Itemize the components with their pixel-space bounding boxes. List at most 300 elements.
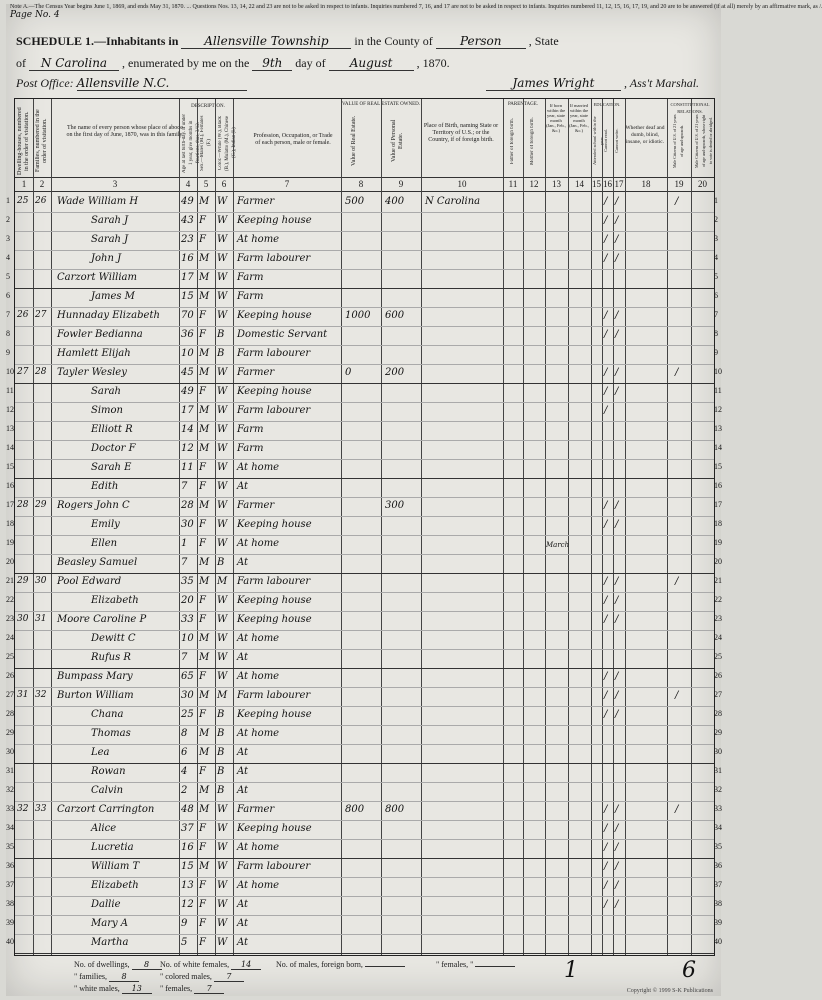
cannot-write-mark: /: [615, 386, 619, 397]
sex: M: [199, 861, 210, 872]
dwelling-number: 27: [17, 367, 29, 377]
personal-estate-value: 600: [385, 310, 405, 321]
line-number: 35: [714, 842, 722, 851]
column-number: 8: [358, 179, 364, 189]
person-name: Simon: [91, 405, 123, 416]
line-number: 1: [6, 196, 10, 205]
line-number: 32: [6, 785, 14, 794]
cannot-read-mark: /: [604, 329, 608, 340]
township-value: Allensville Township: [181, 34, 351, 49]
line-number: 3: [6, 234, 10, 243]
age: 49: [181, 386, 194, 397]
line-number: 33: [714, 804, 722, 813]
column-number: 6: [221, 179, 227, 189]
sex: M: [199, 785, 210, 796]
sex: F: [199, 215, 206, 226]
person-name: Edith: [91, 481, 119, 492]
cannot-write-mark: /: [615, 234, 619, 245]
column-number: 15: [592, 179, 601, 189]
no-of-females: " females, ": [436, 960, 515, 969]
occupation: Farm labourer: [237, 348, 311, 359]
line-number: 9: [714, 348, 718, 357]
line-number: 28: [6, 709, 14, 718]
dwelling-number: 31: [17, 690, 29, 700]
person-name: Bumpass Mary: [57, 671, 133, 682]
line-number: 34: [6, 823, 14, 832]
line-number: 26: [714, 671, 722, 680]
sex: F: [199, 709, 206, 720]
person-name: Mary A: [91, 918, 129, 929]
person-name: Sarah J: [91, 234, 129, 245]
occupation: At home: [237, 671, 280, 682]
line-number: 16: [714, 481, 722, 490]
year-label: , 1870.: [416, 56, 450, 70]
sex: F: [199, 462, 206, 473]
color: W: [217, 500, 228, 511]
hdr-c13: If born within the year, state month (Jan., Feb., &c.): [546, 103, 566, 133]
sex: F: [199, 386, 206, 397]
line-number: 30: [714, 747, 722, 756]
line-number: 6: [714, 291, 718, 300]
table-row: [15, 687, 714, 706]
hdr-c19: Male Citizens of U.S. of 21 years of age and upwards.: [672, 114, 684, 168]
person-name: John J: [91, 253, 122, 264]
occupation: Farm labourer: [237, 690, 311, 701]
tally-col20: 6: [682, 958, 696, 983]
sex: F: [199, 329, 206, 340]
line-number: 20: [6, 557, 14, 566]
cannot-read-mark: /: [604, 500, 608, 511]
sex: M: [199, 367, 210, 378]
age: 20: [181, 595, 194, 606]
line-number: 8: [6, 329, 10, 338]
color: W: [217, 671, 228, 682]
age: 33: [181, 614, 194, 625]
cannot-read-mark: /: [604, 576, 608, 587]
person-name: Moore Caroline P: [57, 614, 147, 625]
color: W: [217, 595, 228, 606]
sex: M: [199, 253, 210, 264]
line-number: 18: [714, 519, 722, 528]
column-number: 2: [39, 179, 45, 189]
occupation: At: [237, 785, 249, 796]
line-number: 30: [6, 747, 14, 756]
table-row: [15, 307, 714, 326]
sex: F: [199, 481, 206, 492]
hdr-c4: Age at last birth-day. If under 1 year, give months in fractions, thus, 3/12.: [182, 113, 201, 173]
person-name: Fowler Bedianna: [57, 329, 143, 340]
family-number: 31: [35, 614, 47, 624]
hdr-c2: Families, numbered in the order of visitation.: [35, 109, 48, 173]
colored-males-label: " colored males,: [160, 972, 212, 981]
person-name: Rowan: [91, 766, 126, 777]
age: 2: [181, 785, 188, 796]
hdr-constitutional: CONSTITUTIONAL RELATIONS.: [670, 102, 710, 114]
day-value: 9th: [252, 56, 292, 71]
occupation: Farm labourer: [237, 405, 311, 416]
cannot-write-mark: /: [615, 215, 619, 226]
table-row: [15, 725, 714, 744]
line-number: 38: [714, 899, 722, 908]
age: 12: [181, 899, 194, 910]
personal-estate-value: 400: [385, 196, 405, 207]
sex: M: [199, 272, 210, 283]
column-number: 19: [674, 179, 684, 189]
occupation: Farm: [237, 424, 264, 435]
real-estate-value: 500: [345, 196, 365, 207]
age: 30: [181, 690, 194, 701]
line-number: 14: [714, 443, 722, 452]
line-number: 23: [714, 614, 722, 623]
sex: M: [199, 291, 210, 302]
line-number: 5: [6, 272, 10, 281]
table-row: [15, 896, 714, 915]
table-row: [15, 288, 714, 307]
citizen-mark: /: [675, 196, 679, 207]
line-number: 25: [6, 652, 14, 661]
person-name: Wade William H: [57, 196, 139, 207]
table-row: [15, 383, 714, 402]
occupation: Farmer: [237, 196, 275, 207]
cannot-read-mark: /: [604, 671, 608, 682]
hdr-c11: Father of foreign birth.: [510, 118, 515, 164]
cannot-read-mark: /: [604, 196, 608, 207]
color: B: [217, 747, 225, 758]
real-estate-value: 800: [345, 804, 365, 815]
cannot-read-mark: /: [604, 709, 608, 720]
table-row: [15, 364, 714, 383]
month-value: August: [329, 56, 414, 71]
color: W: [217, 918, 228, 929]
occupation: Keeping house: [237, 709, 312, 720]
column-number: 18: [641, 179, 651, 189]
state-value: N Carolina: [29, 56, 119, 71]
occupation: Farm labourer: [237, 253, 311, 264]
sex: F: [199, 823, 206, 834]
marshal-line: [486, 76, 699, 91]
personal-estate-value: 800: [385, 804, 405, 815]
sex: F: [199, 595, 206, 606]
color: M: [217, 690, 228, 701]
color: W: [217, 234, 228, 245]
enumeration-line: [16, 56, 450, 71]
table-row: [15, 877, 714, 896]
color: B: [217, 728, 225, 739]
row-rule: [15, 953, 714, 954]
color: W: [217, 367, 228, 378]
occupation: Keeping house: [237, 595, 312, 606]
dwelling-number: 28: [17, 500, 29, 510]
table-row: [15, 934, 714, 953]
occupation: At home: [237, 633, 280, 644]
table-row: [15, 801, 714, 820]
person-name: Doctor F: [91, 443, 136, 454]
age: 25: [181, 709, 194, 720]
marshal-name: James Wright: [486, 76, 621, 91]
column-number: 14: [575, 179, 584, 189]
line-number: 29: [6, 728, 14, 737]
sex: F: [199, 918, 206, 929]
column-number: 11: [508, 179, 518, 189]
dwellings-value: 8: [132, 960, 162, 970]
occupation: At home: [237, 462, 280, 473]
occupation: At home: [237, 538, 280, 549]
person-name: Thomas: [91, 728, 131, 739]
age: 70: [181, 310, 194, 321]
line-number: 2: [714, 215, 718, 224]
family-number: 30: [35, 576, 47, 586]
line-number: 14: [6, 443, 14, 452]
age: 12: [181, 443, 194, 454]
column-number: 9: [398, 179, 404, 189]
line-number: 8: [714, 329, 718, 338]
age: 15: [181, 291, 194, 302]
line-number: 39: [6, 918, 14, 927]
cannot-read-mark: /: [604, 595, 608, 606]
post-office-line: [16, 76, 247, 91]
hdr-c15: Attended school within the year.: [592, 116, 604, 166]
line-number: 39: [714, 918, 722, 927]
sex: M: [199, 557, 210, 568]
cannot-write-mark: /: [615, 196, 619, 207]
person-name: Elizabeth: [91, 880, 139, 891]
personal-estate-value: 300: [385, 500, 405, 511]
citizen-mark: /: [675, 690, 679, 701]
white-females-label: No. of white females,: [160, 960, 230, 969]
line-number: 34: [714, 823, 722, 832]
sex: F: [199, 538, 206, 549]
line-number: 35: [6, 842, 14, 851]
age: 5: [181, 937, 188, 948]
schedule-label: SCHEDULE 1.—Inhabitants in: [16, 34, 179, 48]
hdr-c5: Sex.—Males (M.), Females (F.): [200, 115, 212, 171]
table-row: [15, 839, 714, 858]
cannot-write-mark: /: [615, 690, 619, 701]
age: 8: [181, 728, 188, 739]
cannot-write-mark: /: [615, 329, 619, 340]
color: W: [217, 215, 228, 226]
family-number: 33: [35, 804, 47, 814]
occupation: At home: [237, 728, 280, 739]
colored-males-value: 7: [214, 972, 244, 982]
line-number: 6: [6, 291, 10, 300]
post-office-label: Post Office:: [16, 76, 74, 90]
citizen-mark: /: [675, 804, 679, 815]
person-name: Burton William: [57, 690, 134, 701]
sex: M: [199, 196, 210, 207]
line-number: 24: [714, 633, 722, 642]
occupation: Farmer: [237, 500, 275, 511]
occupation: Keeping house: [237, 310, 312, 321]
line-number: 31: [714, 766, 722, 775]
line-number: 24: [6, 633, 14, 642]
person-name: Rufus R: [91, 652, 131, 663]
table-row: [15, 345, 714, 364]
age: 48: [181, 804, 194, 815]
hdr-c16: Cannot read.: [603, 129, 608, 153]
sex: M: [199, 443, 210, 454]
sex: M: [199, 690, 210, 701]
family-number: 26: [35, 196, 47, 206]
hdr-c3: The name of every person whose place of abode on the first day of June, 1870, was in this family.: [66, 125, 184, 138]
white-males-label: " white males,: [74, 984, 120, 993]
age: 28: [181, 500, 194, 511]
sex: M: [199, 728, 210, 739]
line-number: 19: [6, 538, 14, 547]
person-name: James M: [91, 291, 135, 302]
color: W: [217, 899, 228, 910]
line-number: 13: [714, 424, 722, 433]
line-number: 22: [714, 595, 722, 604]
enumerated-label: , enumerated by me on the: [122, 56, 250, 70]
cannot-write-mark: /: [615, 861, 619, 872]
table-row: [15, 858, 714, 877]
table-row: [15, 250, 714, 269]
occupation: At: [237, 481, 249, 492]
age: 7: [181, 481, 188, 492]
hdr-estate: VALUE OF REAL ESTATE OWNED.: [341, 102, 421, 107]
of-label: of: [16, 56, 26, 70]
white-males-value: 13: [122, 984, 152, 994]
line-number: 26: [6, 671, 14, 680]
person-name: Hunnaday Elizabeth: [57, 310, 160, 321]
age: 49: [181, 196, 194, 207]
line-number: 9: [6, 348, 10, 357]
occupation: At: [237, 747, 249, 758]
color: B: [217, 766, 225, 777]
color: W: [217, 253, 228, 264]
color: W: [217, 291, 228, 302]
age: 37: [181, 823, 194, 834]
column-number: 13: [552, 179, 561, 189]
cannot-read-mark: /: [604, 614, 608, 625]
line-number: 22: [6, 595, 14, 604]
line-number: 21: [6, 576, 14, 585]
line-number: 15: [6, 462, 14, 471]
line-number: 21: [714, 576, 722, 585]
age: 17: [181, 405, 194, 416]
footer-totals: [14, 956, 713, 996]
column-number: 16: [603, 179, 612, 189]
marshal-label: , Ass't Marshal.: [624, 76, 700, 90]
occupation: Keeping house: [237, 215, 312, 226]
dwelling-number: 32: [17, 804, 29, 814]
sex: F: [199, 234, 206, 245]
cannot-read-mark: /: [604, 253, 608, 264]
line-number: 12: [714, 405, 722, 414]
column-number: 7: [284, 179, 290, 189]
line-number: 36: [714, 861, 722, 870]
line-number: 25: [714, 652, 722, 661]
color: W: [217, 424, 228, 435]
header-bottom-rule: [15, 191, 714, 192]
hdr-c17: Cannot write.: [614, 128, 619, 154]
cannot-read-mark: /: [604, 367, 608, 378]
color: W: [217, 386, 228, 397]
occupation: At: [237, 918, 249, 929]
cannot-write-mark: /: [615, 500, 619, 511]
dwelling-number: 30: [17, 614, 29, 624]
occupation: Farm: [237, 443, 264, 454]
line-number: 27: [6, 690, 14, 699]
occupation: Farm: [237, 291, 264, 302]
color: W: [217, 633, 228, 644]
day-of-label: day of: [295, 56, 326, 70]
color: B: [217, 785, 225, 796]
table-row: [15, 820, 714, 839]
cannot-write-mark: /: [615, 367, 619, 378]
hdr-education: EDUCATION.: [593, 102, 621, 107]
occupation: Farm labourer: [237, 576, 311, 587]
line-number: 12: [6, 405, 14, 414]
sex: F: [199, 937, 206, 948]
age: 6: [181, 747, 188, 758]
color: W: [217, 614, 228, 625]
real-estate-value: 0: [345, 367, 352, 378]
sex: F: [199, 880, 206, 891]
line-number: 11: [714, 386, 722, 395]
line-number: 38: [6, 899, 14, 908]
column-number: 1: [21, 179, 27, 189]
dwellings-label: No. of dwellings,: [74, 960, 130, 969]
hdr-c1: Dwelling-houses, numbered in the order of visitation.: [17, 107, 30, 175]
color: W: [217, 310, 228, 321]
color: W: [217, 519, 228, 530]
occupation: Farmer: [237, 367, 275, 378]
county-label: in the County of: [354, 34, 433, 48]
family-number: 32: [35, 690, 47, 700]
person-name: Pool Edward: [57, 576, 122, 587]
cannot-read-mark: /: [604, 386, 608, 397]
color: W: [217, 880, 228, 891]
cannot-write-mark: /: [615, 880, 619, 891]
occupation: At: [237, 652, 249, 663]
table-row: [15, 706, 714, 725]
copyright-watermark: Copyright © 1999 S-K Publications: [626, 988, 713, 994]
hdr-c20: Male Citizens of U.S. of 21 years of age and upwards, whose right to vote is denied or abridged.: [694, 114, 713, 168]
sex: F: [199, 310, 206, 321]
line-number: 23: [6, 614, 14, 623]
hdr-c8: Value of Real Estate.: [351, 115, 357, 167]
header-note: Note A.—The Census Year begins June 1, 1869, and ends May 31, 1870. ... Questions Nos. 13, 14, 22 and 23 are not to be asked in respect to infants. Inquiries numbered 7, 16, and 17 are not to be asked in respect to infants. Inquiries numbered 11, 12, 15, 16, 17, 19, and 20 are to be answered (if at all) merely by an affirmative mark, as /.: [10, 4, 822, 10]
table-row: [15, 478, 714, 497]
color: W: [217, 804, 228, 815]
color: W: [217, 462, 228, 473]
family-number: 28: [35, 367, 47, 377]
person-name: Carzort William: [57, 272, 137, 283]
hdr-c10: Place of Birth, naming State or Territory of U.S.; or the Country, if of foreign birth.: [423, 123, 499, 143]
post-office-value: Allensville N.C.: [77, 76, 247, 91]
color: W: [217, 538, 228, 549]
sex: F: [199, 766, 206, 777]
cannot-write-mark: /: [615, 576, 619, 587]
cannot-read-mark: /: [604, 861, 608, 872]
age: 9: [181, 918, 188, 929]
column-number: 20: [698, 179, 707, 189]
table-row: [15, 193, 714, 212]
colored-females-value: 7: [194, 984, 224, 994]
occupation: At: [237, 557, 249, 568]
person-name: Emily: [91, 519, 120, 530]
age: 65: [181, 671, 194, 682]
age: 10: [181, 348, 194, 359]
color: B: [217, 348, 225, 359]
sex: M: [199, 804, 210, 815]
cannot-write-mark: /: [615, 899, 619, 910]
sex: M: [199, 576, 210, 587]
age: 45: [181, 367, 194, 378]
sex: M: [199, 633, 210, 644]
